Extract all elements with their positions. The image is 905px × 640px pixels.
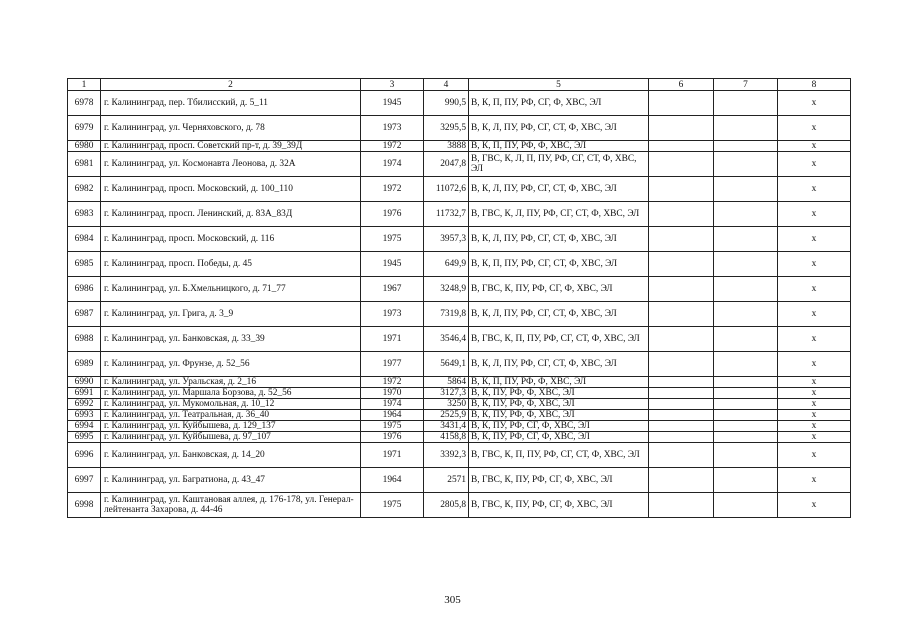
address-cell: г. Калининград, ул. Б.Хмельницкого, д. 71_77 [101,277,361,302]
year-cell: 1973 [361,116,424,141]
utilities-cell: В, ГВС, К, ПУ, РФ, СГ, Ф, ХВС, ЭЛ [469,277,649,302]
mark-cell: x [778,377,851,388]
column-7-cell [714,252,778,277]
mark-cell: x [778,432,851,443]
column-7-cell [714,141,778,152]
column-6-cell [649,302,714,327]
year-cell: 1972 [361,141,424,152]
column-6-cell [649,493,714,518]
utilities-cell: В, К, ПУ, РФ, СГ, Ф, ХВС, ЭЛ [469,432,649,443]
area-cell: 3431,4 [424,421,469,432]
area-cell: 11732,7 [424,202,469,227]
mark-cell: x [778,116,851,141]
column-7-cell [714,377,778,388]
column-6-cell [649,252,714,277]
row-number-cell: 6988 [68,327,101,352]
column-6-cell [649,443,714,468]
mark-cell: x [778,327,851,352]
address-cell: г. Калининград, пер. Тбилисский, д. 5_11 [101,91,361,116]
address-cell: г. Калининград, ул. Банковская, д. 14_20 [101,443,361,468]
row-number-cell: 6997 [68,468,101,493]
column-6-cell [649,468,714,493]
area-cell: 3392,3 [424,443,469,468]
header-cell: 4 [424,79,469,91]
address-cell: г. Калининград, просп. Ленинский, д. 83А_83Д [101,202,361,227]
column-7-cell [714,410,778,421]
mark-cell: x [778,410,851,421]
year-cell: 1975 [361,493,424,518]
area-cell: 2525,9 [424,410,469,421]
row-number-cell: 6996 [68,443,101,468]
mark-cell: x [778,421,851,432]
address-cell: г. Калининград, просп. Советский пр-т, д. 39_39Д [101,141,361,152]
utilities-cell: В, К, ПУ, РФ, Ф, ХВС, ЭЛ [469,399,649,410]
column-7-cell [714,277,778,302]
utilities-cell: В, К, Л, ПУ, РФ, СГ, СТ, Ф, ХВС, ЭЛ [469,227,649,252]
row-number-cell: 6994 [68,421,101,432]
column-6-cell [649,327,714,352]
document-sheet [67,78,850,518]
column-6-cell [649,421,714,432]
column-6-cell [649,116,714,141]
area-cell: 3546,4 [424,327,469,352]
area-cell: 2571 [424,468,469,493]
year-cell: 1945 [361,91,424,116]
mark-cell: x [778,468,851,493]
table-row [68,177,851,202]
address-cell: г. Калининград, ул. Фрунзе, д. 52_56 [101,352,361,377]
year-cell: 1976 [361,202,424,227]
column-7-cell [714,327,778,352]
address-cell: г. Калининград, ул. Космонавта Леонова, д. 32А [101,152,361,177]
row-number-cell: 6990 [68,377,101,388]
column-6-cell [649,202,714,227]
table-row [68,202,851,227]
address-cell: г. Калининград, ул. Мукомольная, д. 10_12 [101,399,361,410]
table-body [68,91,851,518]
table-row [68,91,851,116]
utilities-cell: В, К, П, ПУ, РФ, СГ, СТ, Ф, ХВС, ЭЛ [469,252,649,277]
mark-cell: x [778,252,851,277]
mark-cell: x [778,352,851,377]
header-cell: 3 [361,79,424,91]
row-number-cell: 6984 [68,227,101,252]
table-row [68,302,851,327]
column-6-cell [649,352,714,377]
mark-cell: x [778,388,851,399]
row-number-cell: 6979 [68,116,101,141]
table-row [68,252,851,277]
page-number: 305 [444,594,461,606]
row-number-cell: 6983 [68,202,101,227]
utilities-cell: В, ГВС, К, ПУ, РФ, СГ, Ф, ХВС, ЭЛ [469,493,649,518]
column-6-cell [649,432,714,443]
table-row [68,493,851,518]
header-cell: 6 [649,79,714,91]
header-row [68,79,851,91]
address-cell: г. Калининград, просп. Московский, д. 100_110 [101,177,361,202]
year-cell: 1977 [361,352,424,377]
address-cell: г. Калининград, ул. Грига, д. 3_9 [101,302,361,327]
column-7-cell [714,443,778,468]
column-7-cell [714,177,778,202]
table-row [68,421,851,432]
row-number-cell: 6991 [68,388,101,399]
row-number-cell: 6989 [68,352,101,377]
table-row [68,468,851,493]
year-cell: 1970 [361,388,424,399]
year-cell: 1974 [361,152,424,177]
utilities-cell: В, К, Л, ПУ, РФ, СГ, СТ, Ф, ХВС, ЭЛ [469,352,649,377]
column-7-cell [714,352,778,377]
utilities-cell: В, ГВС, К, Л, ПУ, РФ, СГ, СТ, Ф, ХВС, ЭЛ [469,202,649,227]
address-cell: г. Калининград, просп. Московский, д. 116 [101,227,361,252]
year-cell: 1971 [361,327,424,352]
area-cell: 3957,3 [424,227,469,252]
utilities-cell: В, К, Л, ПУ, РФ, СГ, СТ, Ф, ХВС, ЭЛ [469,302,649,327]
header-cell: 7 [714,79,778,91]
area-cell: 3295,5 [424,116,469,141]
table-row [68,399,851,410]
mark-cell: x [778,302,851,327]
table-row [68,141,851,152]
utilities-cell: В, К, П, ПУ, РФ, СГ, Ф, ХВС, ЭЛ [469,91,649,116]
utilities-cell: В, К, Л, ПУ, РФ, СГ, СТ, Ф, ХВС, ЭЛ [469,116,649,141]
row-number-cell: 6998 [68,493,101,518]
area-cell: 4158,8 [424,432,469,443]
year-cell: 1974 [361,399,424,410]
column-6-cell [649,399,714,410]
mark-cell: x [778,152,851,177]
column-7-cell [714,432,778,443]
row-number-cell: 6980 [68,141,101,152]
column-6-cell [649,141,714,152]
row-number-cell: 6987 [68,302,101,327]
row-number-cell: 6992 [68,399,101,410]
column-7-cell [714,493,778,518]
column-6-cell [649,410,714,421]
column-6-cell [649,377,714,388]
column-7-cell [714,227,778,252]
area-cell: 990,5 [424,91,469,116]
table-row [68,443,851,468]
table-row [68,377,851,388]
header-cell: 1 [68,79,101,91]
mark-cell: x [778,91,851,116]
address-cell: г. Калининград, ул. Уральская, д. 2_16 [101,377,361,388]
address-cell: г. Калининград, ул. Черняховского, д. 78 [101,116,361,141]
address-cell: г. Калининград, ул. Маршала Борзова, д. 52_56 [101,388,361,399]
utilities-cell: В, ГВС, К, ПУ, РФ, СГ, Ф, ХВС, ЭЛ [469,468,649,493]
utilities-cell: В, ГВС, К, П, ПУ, РФ, СГ, СТ, Ф, ХВС, ЭЛ [469,327,649,352]
area-cell: 2047,8 [424,152,469,177]
utilities-cell: В, К, ПУ, РФ, Ф, ХВС, ЭЛ [469,388,649,399]
housing-table [67,78,851,518]
row-number-cell: 6978 [68,91,101,116]
address-cell: г. Калининград, просп. Победы, д. 45 [101,252,361,277]
year-cell: 1975 [361,421,424,432]
header-cell: 5 [469,79,649,91]
table-row [68,388,851,399]
mark-cell: x [778,443,851,468]
year-cell: 1945 [361,252,424,277]
table-row [68,327,851,352]
column-6-cell [649,91,714,116]
column-7-cell [714,468,778,493]
address-cell: г. Калининград, ул. Куйбышева, д. 97_107 [101,432,361,443]
column-6-cell [649,388,714,399]
utilities-cell: В, ГВС, К, Л, П, ПУ, РФ, СГ, СТ, Ф, ХВС, ЭЛ [469,152,649,177]
mark-cell: x [778,493,851,518]
row-number-cell: 6981 [68,152,101,177]
area-cell: 5864 [424,377,469,388]
area-cell: 3248,9 [424,277,469,302]
area-cell: 649,9 [424,252,469,277]
column-7-cell [714,388,778,399]
utilities-cell: В, К, П, ПУ, РФ, Ф, ХВС, ЭЛ [469,141,649,152]
area-cell: 5649,1 [424,352,469,377]
table-row [68,432,851,443]
utilities-cell: В, К, Л, ПУ, РФ, СГ, СТ, Ф, ХВС, ЭЛ [469,177,649,202]
column-7-cell [714,152,778,177]
column-7-cell [714,302,778,327]
table-row [68,277,851,302]
column-7-cell [714,91,778,116]
header-cell: 2 [101,79,361,91]
mark-cell: x [778,227,851,252]
area-cell: 2805,8 [424,493,469,518]
table-row [68,352,851,377]
column-7-cell [714,421,778,432]
year-cell: 1973 [361,302,424,327]
year-cell: 1976 [361,432,424,443]
mark-cell: x [778,141,851,152]
table-row [68,116,851,141]
row-number-cell: 6995 [68,432,101,443]
area-cell: 3127,3 [424,388,469,399]
year-cell: 1964 [361,468,424,493]
header-cell: 8 [778,79,851,91]
year-cell: 1967 [361,277,424,302]
area-cell: 11072,6 [424,177,469,202]
mark-cell: x [778,399,851,410]
utilities-cell: В, К, ПУ, РФ, СГ, Ф, ХВС, ЭЛ [469,421,649,432]
column-7-cell [714,116,778,141]
address-cell: г. Калининград, ул. Каштановая аллея, д. 176-178, ул. Генерал-лейтенанта Захарова, д. 44-46 [101,493,361,518]
year-cell: 1972 [361,377,424,388]
year-cell: 1964 [361,410,424,421]
address-cell: г. Калининград, ул. Театральная, д. 36_40 [101,410,361,421]
area-cell: 3888 [424,141,469,152]
area-cell: 3250 [424,399,469,410]
column-6-cell [649,227,714,252]
area-cell: 7319,8 [424,302,469,327]
row-number-cell: 6985 [68,252,101,277]
row-number-cell: 6982 [68,177,101,202]
year-cell: 1971 [361,443,424,468]
table-row [68,227,851,252]
row-number-cell: 6993 [68,410,101,421]
mark-cell: x [778,277,851,302]
row-number-cell: 6986 [68,277,101,302]
mark-cell: x [778,202,851,227]
year-cell: 1972 [361,177,424,202]
column-6-cell [649,177,714,202]
address-cell: г. Калининград, ул. Багратиона, д. 43_47 [101,468,361,493]
column-7-cell [714,399,778,410]
mark-cell: x [778,177,851,202]
column-6-cell [649,277,714,302]
year-cell: 1975 [361,227,424,252]
address-cell: г. Калининград, ул. Куйбышева, д. 129_137 [101,421,361,432]
utilities-cell: В, ГВС, К, П, ПУ, РФ, СГ, СТ, Ф, ХВС, ЭЛ [469,443,649,468]
column-6-cell [649,152,714,177]
table-row [68,152,851,177]
address-cell: г. Калининград, ул. Банковская, д. 33_39 [101,327,361,352]
utilities-cell: В, К, П, ПУ, РФ, Ф, ХВС, ЭЛ [469,377,649,388]
column-7-cell [714,202,778,227]
utilities-cell: В, К, ПУ, РФ, Ф, ХВС, ЭЛ [469,410,649,421]
table-row [68,410,851,421]
